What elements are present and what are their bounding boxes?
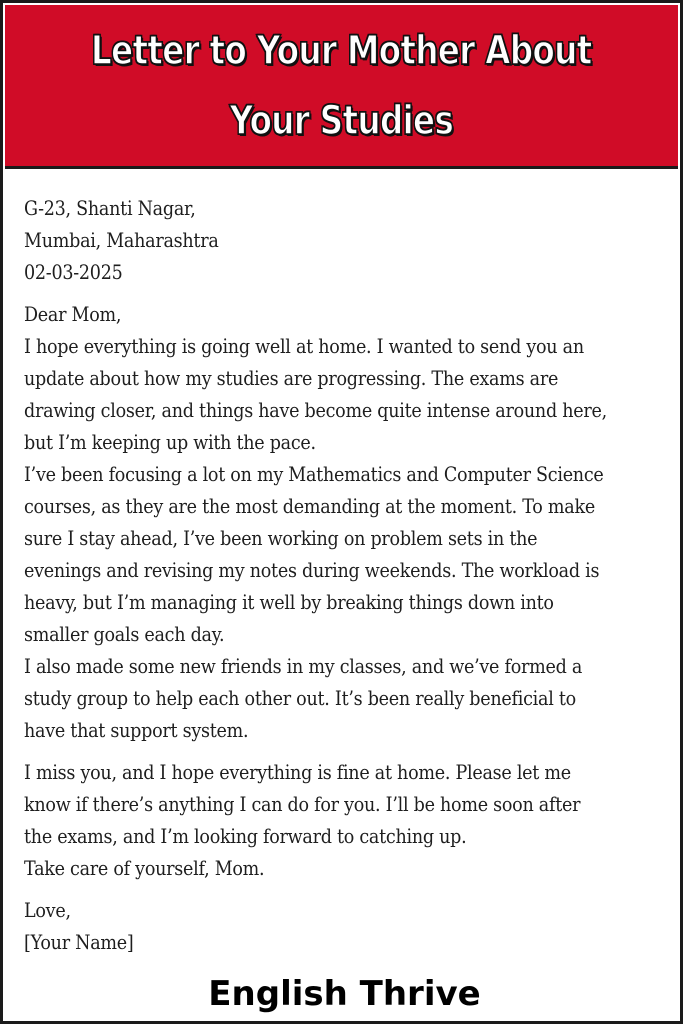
title-line-2: Your Studies [229,97,454,144]
text-line: update about how my studies are progressing. The exams are [24,367,559,390]
text-line: I also made some new friends in my classes, and we’ve formed a [24,655,583,678]
paragraph-2 [24,459,664,651]
paragraph-1 [24,331,664,459]
text-line: the exams, and I’m looking forward to catching up. [24,825,467,848]
signature: [Your Name] [24,931,134,954]
text-line: evenings and revising my notes during weekends. The workload is [24,559,600,582]
title-line-1: Letter to Your Mother About [91,27,592,74]
closing: Love, [24,899,71,922]
salutation: Dear Mom, [24,303,122,326]
brand-watermark: English Thrive [208,974,481,1014]
text-line: smaller goals each day. [24,623,225,646]
letter-date: 02-03-2025 [24,261,123,284]
text-line: Take care of yourself, Mom. [24,857,265,880]
text-line: I hope everything is going well at home. I wanted to send you an [24,335,584,358]
paragraph-4 [24,757,664,885]
text-line: I’ve been focusing a lot on my Mathematics and Computer Science [24,463,604,486]
address-line-1: G-23, Shanti Nagar, [24,197,196,220]
text-line: courses, as they are the most demanding at the moment. To make [24,495,595,518]
text-line: have that support system. [24,719,249,742]
paragraph-3 [24,651,664,747]
text-line: I miss you, and I hope everything is fine at home. Please let me [24,761,571,784]
text-line: heavy, but I’m managing it well by breaking things down into [24,591,554,614]
title-banner [5,5,678,169]
text-line: but I’m keeping up with the pace. [24,431,316,454]
letter-body [24,193,664,959]
text-line: drawing closer, and things have become quite intense around here, [24,399,607,422]
text-line: study group to help each other out. It’s been really beneficial to [24,687,576,710]
text-line: sure I stay ahead, I’ve been working on problem sets in the [24,527,538,550]
text-line: know if there’s anything I can do for you. I’ll be home soon after [24,793,581,816]
address-line-2: Mumbai, Maharashtra [24,229,219,252]
